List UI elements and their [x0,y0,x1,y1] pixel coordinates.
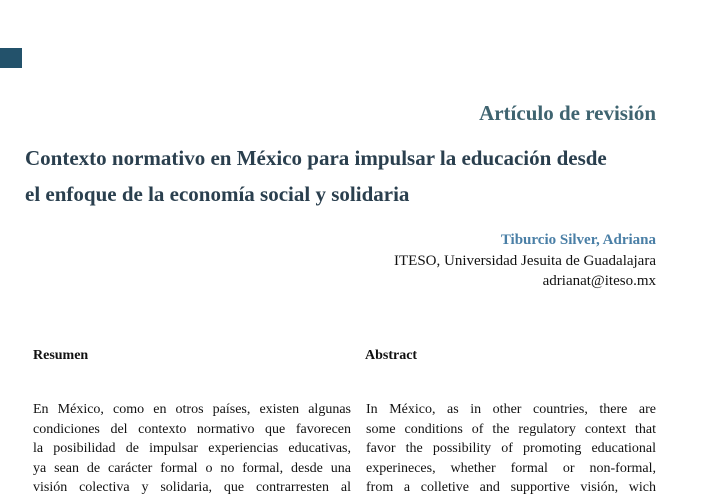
author-name: Tiburcio Silver, Adriana [500,232,656,248]
resumen-line: condiciones del contexto normativo que favorecen [33,421,351,437]
abstract-heading: Abstract [365,348,418,363]
abstract-line: experineces, whether formal or non-formal, [366,460,656,476]
resumen-body [33,400,351,498]
author-affiliation: ITESO, Universidad Jesuita de Guadalajara [394,253,656,269]
article-title [25,140,675,212]
author-email: adrianat@iteso.mx [542,273,656,289]
resumen-line: En México, como en otros países, existen algunas [33,402,351,417]
abstract-line: from a colletive and supportive visión, wich [366,480,656,495]
resumen-line: ya sean de carácter formal o no formal, desde una [33,460,351,476]
resumen-line: la posibilidad de impulsar experiencias educativas, [33,441,351,456]
section-label: Artículo de revisión [479,101,656,125]
title-line: Contexto normativo en México para impulsar la educación desde [25,146,607,170]
resumen-heading: Resumen [33,348,89,363]
title-line: el enfoque de la economía social y solidaria [25,182,410,206]
abstract-line: some conditions of the regulatory context that [366,421,656,437]
abstract-line: favor the possibility of promoting educational [366,441,656,456]
resumen-line: visión colectiva y solidaria, que contrarresten al [33,480,351,495]
corner-mark [0,48,22,68]
abstract-body [366,400,656,498]
abstract-line: In México, as in other countries, there are [366,402,656,417]
